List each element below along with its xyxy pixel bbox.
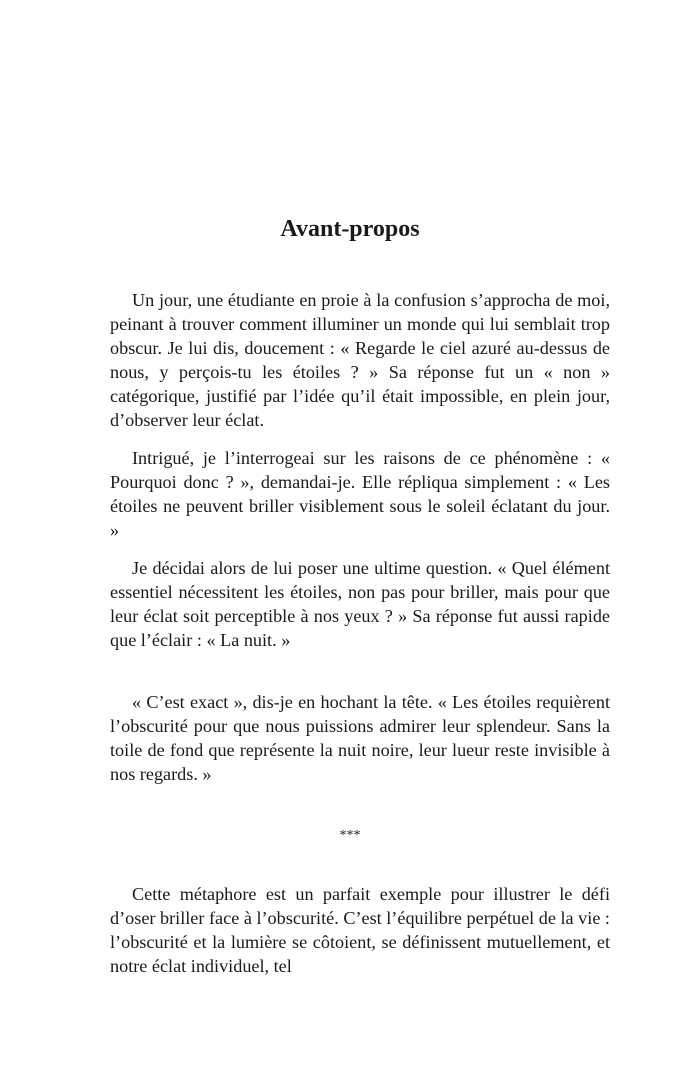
paragraph-2-container (110, 446, 610, 542)
paragraph: Intrigué, je l’interrogeai sur les raisons de ce phénomène : « Pourquoi donc ? », demandai-je. Elle répliqua simplement : « Les étoiles ne peuvent briller visiblement sous le soleil éclatant du jour. » (110, 448, 610, 541)
closing-paragraph: Cette métaphore est un parfait exemple pour illustrer le défi d’oser briller face à l’obscurité. C’est l’équilibre perpétuel de la vie : l’obscurité et la lumière se côtoient, se définissent mutuellement, et notre éclat individuel, tel (110, 884, 610, 977)
paragraph-1-container (110, 288, 610, 433)
paragraph: Un jour, une étudiante en proie à la confusion s’approcha de moi, peinant à trouver comment illuminer un monde qui lui semblait trop obscur. Je lui dis, doucement : « Regarde le ciel azuré au-dessus de nous, y perçois-tu les étoiles ? » Sa réponse fut un « non » catégorique, justifié par l’idée qu’il était impossible, en plein jour, d’observer leur éclat. (110, 290, 610, 431)
paragraph: Je décidai alors de lui poser une ultime question. « Quel élément essentiel nécessitent les étoiles, non pas pour briller, mais pour que leur éclat soit perceptible à nos yeux ? » Sa réponse fut aussi rapide que l’éclair : « La nuit. » (110, 558, 610, 651)
paragraph-3-container (110, 556, 610, 652)
paragraph-4-container (110, 690, 610, 786)
section-separator: *** (339, 828, 361, 843)
chapter-title: Avant-propos (280, 216, 420, 242)
paragraph: « C’est exact », dis-je en hochant la tête. « Les étoiles requièrent l’obscurité pour que nous puissions admirer leur splendeur. Sans la toile de fond que représente la nuit noire, leur lueur reste invisible à nos regards. » (110, 692, 610, 785)
paragraph-5-container (110, 882, 610, 978)
